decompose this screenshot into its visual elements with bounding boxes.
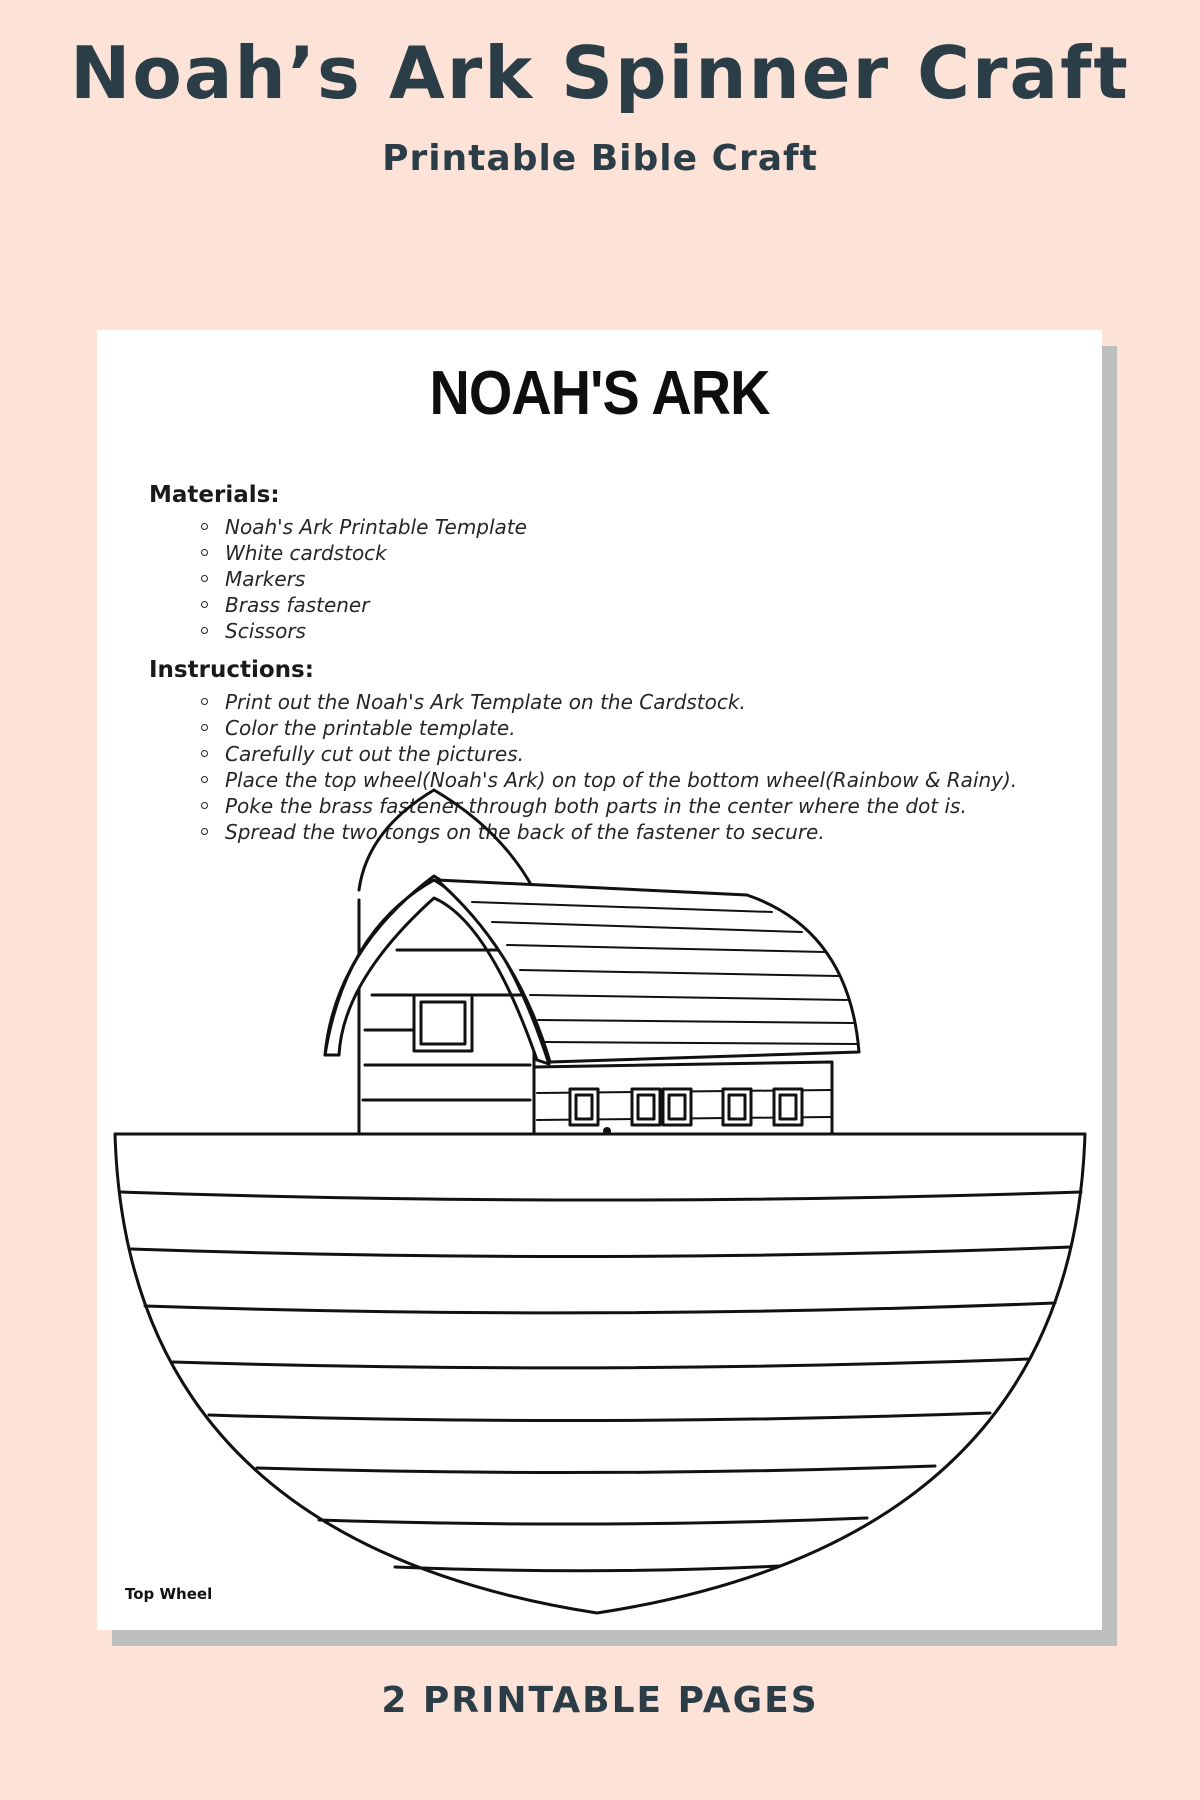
material-text: White cardstock [225, 541, 387, 565]
deck-window-pane [576, 1095, 592, 1119]
page-title: Noah’s Ark Spinner Craft [70, 31, 1130, 115]
fastener-center-dot [603, 1127, 611, 1135]
cabin-window-inner [421, 1002, 465, 1044]
materials-heading: Materials: [149, 482, 280, 508]
deck-window-pane [729, 1095, 745, 1119]
ark-hull [115, 1134, 1085, 1613]
printable-sheet-preview [97, 330, 1102, 1630]
instruction-text: Color the printable template. [225, 716, 516, 740]
instruction-text: Carefully cut out the pictures. [225, 742, 525, 766]
sheet-title: NOAH'S ARK [429, 359, 770, 428]
instruction-text: Poke the brass fastener through both parts in the center where the dot is. [225, 794, 967, 818]
instruction-text: Spread the two tongs on the back of the fastener to secure. [225, 820, 825, 844]
deck-window-pane [638, 1095, 654, 1119]
material-text: Brass fastener [225, 593, 370, 617]
material-text: Scissors [225, 619, 306, 643]
instructions-heading: Instructions: [149, 657, 314, 683]
material-text: Noah's Ark Printable Template [225, 515, 527, 539]
material-text: Markers [225, 567, 306, 591]
page-subtitle: Printable Bible Craft [382, 138, 818, 179]
cabin-inner-gable [359, 790, 534, 890]
footer-text: 2 PRINTABLE PAGES [381, 1680, 819, 1721]
wheel-label: Top Wheel [125, 1585, 213, 1603]
noahs-ark-illustration [97, 330, 1102, 1630]
instruction-text: Place the top wheel(Noah's Ark) on top of the bottom wheel(Rainbow & Rainy). [225, 768, 1018, 792]
deck-window-pane [669, 1095, 685, 1119]
instruction-text: Print out the Noah's Ark Template on the Cardstock. [225, 690, 746, 714]
deck-window-pane [780, 1095, 796, 1119]
